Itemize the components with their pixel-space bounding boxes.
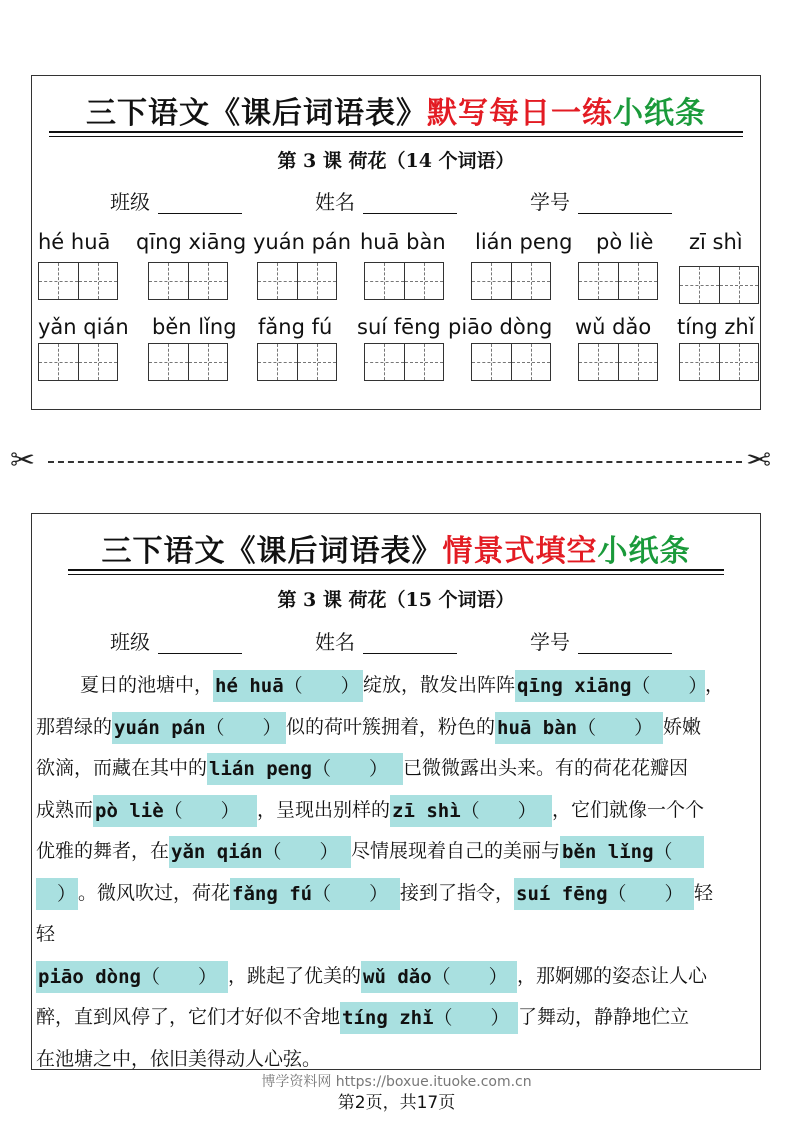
writing-grid[interactable] xyxy=(578,343,658,381)
writing-grid[interactable] xyxy=(38,262,118,300)
pinyin-label: qīng xiāng xyxy=(136,230,247,254)
fill-blank[interactable]: pò liè（ ） xyxy=(93,795,257,827)
title-underline xyxy=(49,131,743,133)
title-underline-thin xyxy=(49,136,743,137)
pinyin-label: fǎng fú xyxy=(258,315,333,339)
watermark-site: 博学资料网 https://boxue.ituoke.com.cn xyxy=(261,1074,532,1090)
id-blank[interactable] xyxy=(578,653,672,654)
writing-grid[interactable] xyxy=(471,343,551,381)
lesson-subtitle: 第 3 课 荷花（14 个词语） xyxy=(277,150,515,172)
pinyin-label: yuán pán xyxy=(253,230,352,254)
class-blank[interactable] xyxy=(158,213,242,214)
title-underline xyxy=(68,569,724,571)
fill-blank[interactable]: fǎng fú（ ） xyxy=(230,878,400,910)
fill-blank[interactable]: huā bàn（ ） xyxy=(495,712,663,744)
pinyin-label: hé huā xyxy=(38,230,111,254)
fill-blank-continued[interactable]: ） xyxy=(36,878,78,910)
pinyin-label: běn lǐng xyxy=(152,315,237,339)
story-line: 夏日的池塘中， hé huā（ ） 绽放，散发出阵阵 qīng xiāng（ ）， xyxy=(36,665,756,707)
title-underline-thin xyxy=(68,574,724,575)
card-title: 三下语文《课后词语表》默写每日一练小纸条 xyxy=(86,96,706,131)
fill-blank[interactable]: běn lǐng（ xyxy=(560,836,704,868)
name-blank[interactable] xyxy=(363,213,457,214)
id-label: 学号 xyxy=(530,190,570,214)
name-blank[interactable] xyxy=(363,653,457,654)
class-label: 班级 xyxy=(110,630,150,654)
story-line: 优雅的舞者，在 yǎn qián（ ） 尽情展现着自己的美丽与 běn lǐng（ xyxy=(36,831,756,873)
writing-grid[interactable] xyxy=(257,343,337,381)
fill-blank[interactable]: zī shì（ ） xyxy=(390,795,552,827)
writing-grid[interactable] xyxy=(679,266,759,304)
pinyin-label: piāo dòng xyxy=(448,315,553,339)
pinyin-label: huā bàn xyxy=(360,230,446,254)
pinyin-label: tíng zhǐ xyxy=(677,315,755,339)
writing-grid[interactable] xyxy=(148,343,228,381)
scissors-right-icon: ✂ xyxy=(746,443,772,478)
writing-grid[interactable] xyxy=(257,262,337,300)
name-label: 姓名 xyxy=(315,190,355,214)
fill-blank[interactable]: yuán pán（ ） xyxy=(112,712,286,744)
class-label: 班级 xyxy=(110,190,150,214)
fill-blank[interactable]: yǎn qián（ ） xyxy=(169,836,351,868)
writing-grid[interactable] xyxy=(364,262,444,300)
story-line: ） 。微风吹过，荷花 fǎng fú（ ） 接到了指令， suí fēng（ ） 轻 xyxy=(36,873,756,915)
id-blank[interactable] xyxy=(578,213,672,214)
lesson-subtitle: 第 3 课 荷花（15 个词语） xyxy=(277,589,515,611)
class-blank[interactable] xyxy=(158,653,242,654)
story-line: 轻 xyxy=(36,923,56,945)
pinyin-label: lián peng xyxy=(475,230,573,254)
fill-blank[interactable]: suí fēng（ ） xyxy=(514,878,694,910)
name-label: 姓名 xyxy=(315,630,355,654)
pinyin-label: wǔ dǎo xyxy=(575,315,652,339)
page-number: 第2页，共17页 xyxy=(337,1093,456,1113)
writing-grid[interactable] xyxy=(38,343,118,381)
fill-blank[interactable]: qīng xiāng（ ） xyxy=(515,670,705,702)
story-line: piāo dòng（ ） ，跳起了优美的 wǔ dǎo（ ） ，那婀娜的姿态让人心 xyxy=(36,956,756,998)
story-line: 在池塘之中，依旧美得动人心弦。 xyxy=(36,1047,322,1070)
writing-grid[interactable] xyxy=(471,262,551,300)
dictation-card xyxy=(31,75,761,410)
card-title: 三下语文《课后词语表》情景式填空小纸条 xyxy=(101,534,691,569)
id-label: 学号 xyxy=(530,630,570,654)
writing-grid[interactable] xyxy=(578,262,658,300)
pinyin-label: suí fēng xyxy=(357,315,441,339)
fill-blank[interactable]: wǔ dǎo（ ） xyxy=(361,961,517,993)
writing-grid[interactable] xyxy=(364,343,444,381)
story-paragraph xyxy=(36,665,756,1080)
writing-grid[interactable] xyxy=(148,262,228,300)
scissors-left-icon: ✂ xyxy=(10,443,36,478)
story-line: 醉，直到风停了，它们才好似不舍地 tíng zhǐ（ ） 了舞动，静静地伫立 xyxy=(36,997,756,1039)
cut-line xyxy=(48,461,742,463)
story-line: 成熟而 pò liè（ ） ，呈现出别样的 zī shì（ ） ，它们就像一个个 xyxy=(36,790,756,832)
fill-blank[interactable]: lián peng（ ） xyxy=(207,753,403,785)
writing-grid[interactable] xyxy=(679,343,759,381)
pinyin-label: zī shì xyxy=(689,230,743,254)
fill-blank[interactable]: piāo dòng（ ） xyxy=(36,961,228,993)
story-line: 那碧绿的 yuán pán（ ） 似的荷叶簇拥着，粉色的 huā bàn（ ） 娇嫩 xyxy=(36,707,756,749)
pinyin-label: yǎn qián xyxy=(38,315,129,339)
fill-blank[interactable]: tíng zhǐ（ ） xyxy=(340,1002,518,1034)
fill-blank[interactable]: hé huā（ ） xyxy=(213,670,363,702)
story-line: 欲滴，而藏在其中的 lián peng（ ） 已微微露出头来。有的荷花花瓣因 xyxy=(36,748,756,790)
pinyin-label: pò liè xyxy=(596,230,654,254)
